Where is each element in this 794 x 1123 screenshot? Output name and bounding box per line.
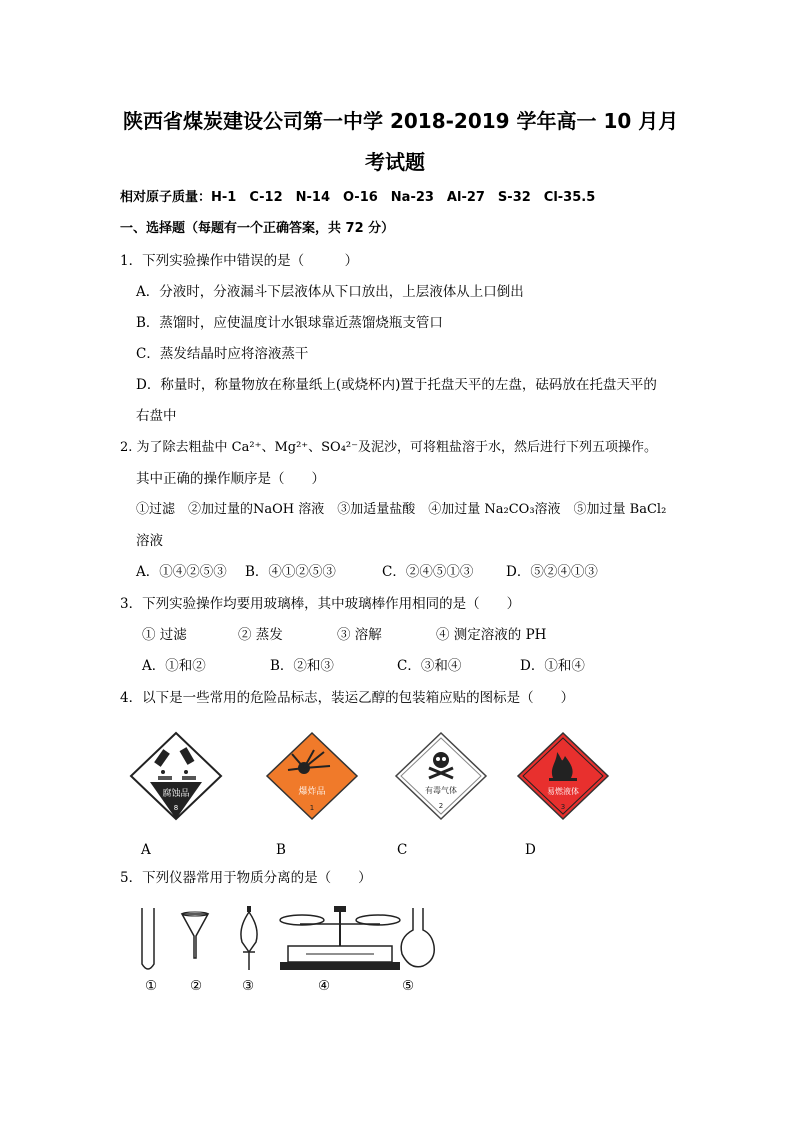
q2-operations-cont: 溶液 [136, 533, 163, 549]
q1-option-d-cont: 右盘中 [136, 408, 177, 424]
sign-c-num: 2 [438, 802, 444, 810]
q2-stem: 2. 为了除去粗盐中 Ca²⁺、Mg²⁺、SO₄²⁻及泥沙，可将粗盐溶于水，然后进行下列五项操作。 [120, 440, 657, 455]
q3-option-a: A．①和② [142, 658, 206, 674]
q3-option-b: B．②和③ [270, 658, 334, 674]
q2-option-c: C．②④⑤①③ [382, 564, 474, 580]
q1-option-c: C．蒸发结晶时应将溶液蒸干 [136, 346, 309, 362]
round-flask-icon [401, 908, 434, 967]
atomic-masses: 相对原子质量：H-1 C-12 N-14 O-16 Na-23 Al-27 S-32 Cl-35.5 [120, 190, 596, 205]
q1-stem: 1．下列实验操作中错误的是（ ） [120, 253, 359, 269]
test-tube-icon [142, 908, 154, 969]
q5-stem: 5．下列仪器常用于物质分离的是（ ） [120, 870, 372, 886]
instrument-label-5: ⑤ [402, 978, 415, 994]
title-line1: 陕西省煤炭建设公司第一中学 2018-2019 学年高一 10 月月 [123, 109, 679, 133]
q3-option-c: C．③和④ [397, 658, 462, 674]
sign-label-a: A [141, 842, 151, 858]
sign-label-c: C [397, 842, 408, 858]
q3-op-4: ④ 测定溶液的 PH [436, 627, 547, 643]
q2-operations: ①过滤 ②加过量的NaOH 溶液 ③加适量盐酸 ④加过量 Na₂CO₃溶液 ⑤加过量 BaCl₂ [136, 502, 667, 517]
hazard-sign-flammable-liquid [515, 730, 611, 822]
sign-label-d: D [525, 842, 536, 858]
q3-option-d: D．①和④ [520, 658, 585, 674]
instrument-label-1: ① [145, 978, 158, 994]
hazard-sign-corrosive [128, 730, 224, 822]
q3-stem: 3．下列实验操作均要用玻璃棒，其中玻璃棒作用相同的是（ ） [120, 596, 521, 612]
sign-d-text: 易燃液体 [547, 787, 579, 796]
sign-b-num: 1 [309, 804, 315, 812]
q1-option-a: A．分液时，分液漏斗下层液体从下口放出，上层液体从上口倒出 [136, 284, 524, 300]
q3-op-1: ① 过滤 [142, 627, 187, 643]
q2-option-b: B．④①②⑤③ [245, 564, 336, 580]
separatory-funnel-icon [241, 906, 257, 970]
instrument-label-3: ③ [242, 978, 255, 994]
q1-option-b: B．蒸馏时，应使温度计水银球靠近蒸馏烧瓶支管口 [136, 315, 443, 331]
lab-instruments [130, 900, 440, 978]
q2-option-d: D．⑤②④①③ [506, 564, 598, 580]
section-heading: 一、选择题（每题有一个正确答案，共 72 分） [120, 221, 395, 236]
sign-b-text: 爆炸品 [298, 787, 326, 797]
title-line2: 考试题 [365, 150, 425, 174]
q3-op-3: ③ 溶解 [337, 627, 382, 643]
sign-a-text: 腐蚀品 [162, 789, 190, 799]
q3-op-2: ② 蒸发 [238, 627, 283, 643]
q4-stem: 4．以下是一些常用的危险品标志，装运乙醇的包装箱应贴的图标是（ ） [120, 690, 575, 706]
sign-label-b: B [276, 842, 286, 858]
hazard-sign-toxic-gas [393, 730, 489, 822]
sign-c-text: 有毒气体 [425, 786, 457, 795]
q1-option-d: D．称量时，称量物放在称量纸上(或烧杯内)置于托盘天平的左盘，砝码放在托盘天平的 [136, 377, 657, 393]
funnel-icon [182, 912, 208, 958]
instrument-label-2: ② [190, 978, 203, 994]
balance-icon [280, 906, 400, 970]
q2-option-a: A．①④②⑤③ [136, 564, 227, 580]
q2-stem-cont: 其中正确的操作顺序是（ ） [136, 471, 325, 487]
instrument-label-4: ④ [318, 978, 331, 994]
sign-a-num: 8 [173, 804, 179, 812]
sign-d-num: 3 [560, 803, 566, 811]
hazard-sign-explosive [264, 730, 360, 822]
